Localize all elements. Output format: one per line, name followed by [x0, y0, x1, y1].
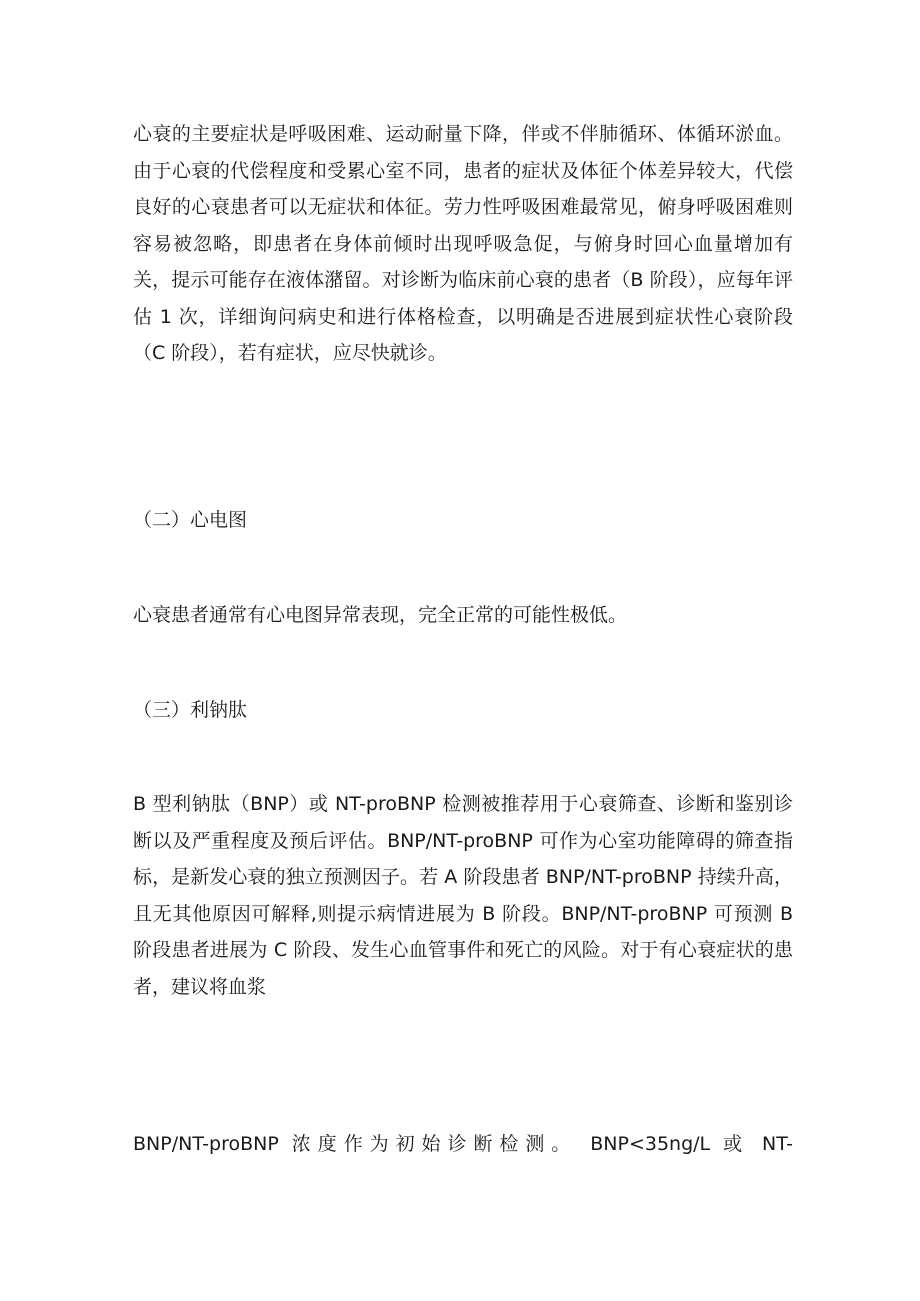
section-heading-ecg: （二）心电图: [133, 509, 248, 531]
section-heading-natriuretic-peptide: （三）利钠肽: [133, 699, 248, 721]
paragraph-bnp-threshold: BNP/NT-proBNP 浓度作为初始诊断检测。 BNP<35ng/L 或 NT-: [133, 1133, 793, 1155]
paragraph-symptoms: 心衰的主要症状是呼吸困难、运动耐量下降，伴或不伴肺循环、体循环淤血。由于心衰的代偿程度和受累心室不同，患者的症状及体征个体差异较大，代偿良好的心衰患者可以无症状和体征。劳力性呼吸困难最常见，俯身呼吸困难则容易被忽略，即患者在身体前倾时出现呼吸急促，与俯身时回心血量增加有关，提示可能存在液体潴留。对诊断为临床前心衰的患者（B 阶段），应每年评估 1 次，详细询问病史和进行体格检查，以明确是否进展到症状性心衰阶段（C 阶段），若有症状，应尽快就诊。: [133, 123, 793, 364]
paragraph-bnp: B 型利钠肽（BNP）或 NT-proBNP 检测被推荐用于心衰筛查、诊断和鉴别诊断以及严重程度及预后评估。BNP/NT-proBNP 可作为心室功能障碍的筛查指标，是新发心衰的独立预测因子。若 A 阶段患者 BNP/NT-proBNP 持续升高，且无其他原因可解释,则提示病情进展为 B 阶段。BNP/NT-proBNP 可预测 B 阶段患者进展为 C 阶段、发生心血管事件和死亡的风险。对于有心衰症状的患者，建议将血浆: [133, 793, 793, 998]
paragraph-ecg: 心衰患者通常有心电图异常表现，完全正常的可能性极低。: [133, 604, 628, 626]
